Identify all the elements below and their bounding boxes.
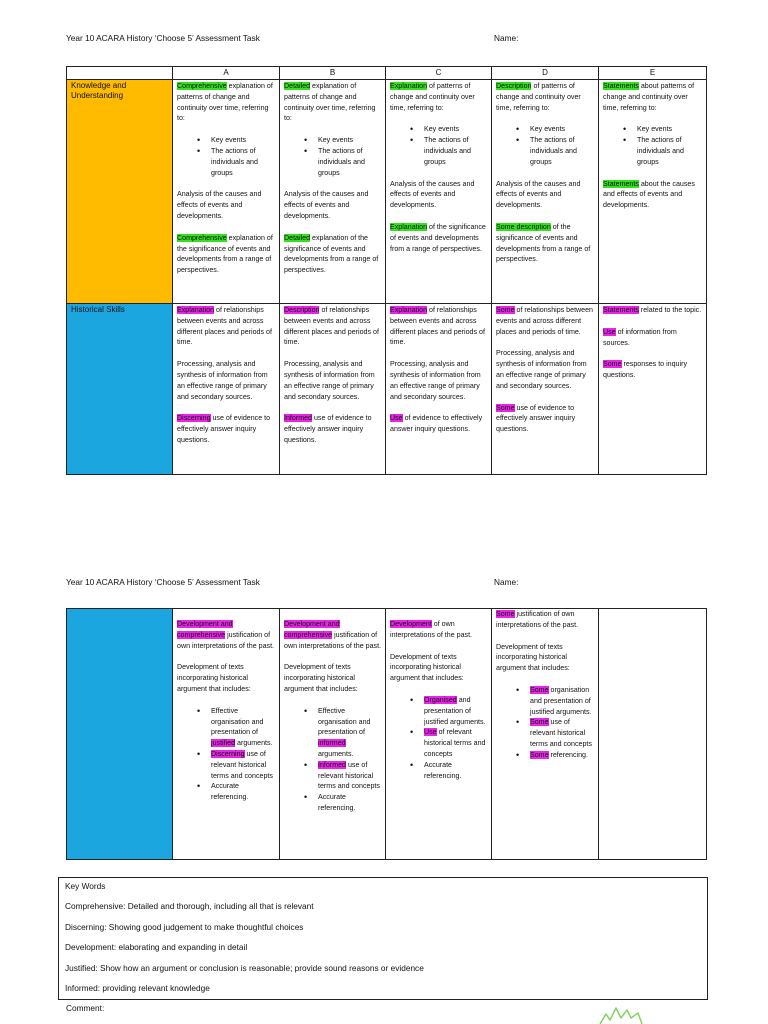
highlight-term: justified bbox=[211, 739, 236, 748]
list-item bbox=[211, 706, 275, 749]
cell-text: of own interpretations of the past. bbox=[390, 620, 473, 639]
highlight-term: Comprehensive bbox=[177, 233, 227, 242]
hs-cell-a bbox=[173, 304, 280, 475]
cell-text: use of evidence to effectively answer inquiry questions. bbox=[496, 403, 576, 434]
comment-label: Comment: bbox=[66, 1003, 105, 1013]
cell-text: Processing, analysis and synthesis of information from an effective range of primary and secondary sources. bbox=[177, 360, 268, 401]
hs-cell-c bbox=[386, 304, 492, 475]
cell-text: referencing. bbox=[548, 750, 588, 759]
highlight-term: Some bbox=[496, 610, 515, 618]
list-item: • Accurate referencing. bbox=[211, 781, 275, 803]
page-header bbox=[66, 33, 706, 47]
cell-text: of relationships between events and across different places and periods of time. bbox=[284, 306, 379, 347]
cell-text: responses to inquiry questions. bbox=[603, 360, 687, 380]
task-title: Year 10 ACARA History ‘Choose 5’ Assessment Task bbox=[66, 577, 260, 587]
column-header-row bbox=[67, 67, 707, 80]
cell-text: Development of texts incorporating historical argument that includes: bbox=[390, 652, 464, 683]
list-item bbox=[530, 750, 594, 761]
highlight-term: Development bbox=[390, 620, 432, 628]
highlight-term: Statements bbox=[603, 306, 639, 314]
cell-text: about the causes and effects of events and developments. bbox=[603, 179, 695, 210]
keyword-definition: Discerning: Showing good judgement to make thoughtful choices bbox=[65, 922, 304, 932]
cell-text: Analysis of the causes and effects of events and developments. bbox=[390, 179, 475, 210]
cell-text: explanation of the significance of events and developments from a range of perspectives. bbox=[177, 233, 273, 275]
cell-text: arguments. bbox=[235, 739, 273, 748]
kau-cell-c bbox=[386, 80, 492, 304]
cell-text: of relevant historical terms and concepts bbox=[424, 728, 486, 758]
highlight-term: Some bbox=[530, 718, 549, 727]
task-title: Year 10 ACARA History ‘Choose 5’ Assessment Task bbox=[66, 33, 260, 43]
list-item bbox=[424, 695, 487, 727]
list-item: • Key events bbox=[318, 135, 381, 146]
cell-text: explanation of patterns of change and continuity over time, referring to: bbox=[177, 82, 273, 123]
keyword-definition: Informed: providing relevant knowledge bbox=[65, 983, 210, 993]
highlight-term: Some bbox=[530, 750, 549, 759]
column-c-header: C bbox=[386, 67, 492, 80]
knowledge-row bbox=[67, 80, 707, 304]
highlight-term: Comprehensive bbox=[177, 82, 227, 90]
cell-text: organisation and presentation of justified arguments. bbox=[530, 685, 592, 716]
cell-text: of relationships between events and across different places and periods of time. bbox=[496, 306, 594, 336]
list-item bbox=[530, 685, 594, 717]
row-label-skills-continued bbox=[67, 609, 173, 860]
row-label-skills: Historical Skills bbox=[67, 304, 173, 475]
highlight-term: Detailed bbox=[284, 82, 311, 90]
cell-text: Development of texts incorporating historical argument that includes: bbox=[177, 663, 251, 693]
list-item: • Key events bbox=[530, 124, 594, 135]
skills-row-continued bbox=[67, 609, 707, 860]
hs2-cell-a bbox=[173, 609, 280, 860]
list-item: • The actions of individuals and groups bbox=[211, 146, 275, 178]
highlight-term: Statements bbox=[603, 82, 639, 90]
hs-cell-b bbox=[280, 304, 386, 475]
highlight-term: Use bbox=[390, 414, 403, 423]
cell-text: Analysis of the causes and effects of events and developments. bbox=[496, 179, 581, 210]
cell-text: Effective organisation and presentation of bbox=[211, 706, 264, 737]
school-logo-icon bbox=[596, 1006, 646, 1024]
key-words-box bbox=[58, 877, 708, 1000]
highlight-term: Informed bbox=[284, 414, 312, 423]
list-item: • Key events bbox=[424, 124, 487, 135]
cell-text: of the significance of events and developments from a range of perspectives. bbox=[496, 222, 591, 264]
highlight-term: Development and comprehensive bbox=[177, 620, 233, 639]
row-label-knowledge: Knowledge and Understanding bbox=[67, 80, 173, 304]
key-words-heading: Key Words bbox=[65, 881, 106, 891]
column-d-header: D bbox=[492, 67, 599, 80]
highlight-term: Some bbox=[603, 360, 622, 369]
kau-cell-a bbox=[173, 80, 280, 304]
cell-text: arguments. bbox=[318, 749, 354, 758]
cell-text: of the significance of events and developments from a range of perspectives. bbox=[390, 222, 486, 253]
rubric-table bbox=[66, 66, 707, 475]
highlight-term: Discerning bbox=[211, 749, 245, 758]
hs-cell-d bbox=[492, 304, 599, 475]
list-item: • Key events bbox=[637, 124, 702, 135]
keyword-definition: Comprehensive: Detailed and thorough, including all that is relevant bbox=[65, 901, 314, 911]
highlight-term: Use bbox=[603, 327, 616, 336]
cell-text: explanation of patterns of change and continuity over time, referring to: bbox=[284, 82, 376, 123]
list-item bbox=[318, 706, 381, 760]
cell-text: related to the topic. bbox=[638, 306, 702, 314]
cell-text: Analysis of the causes and effects of events and developments. bbox=[177, 190, 262, 220]
cell-text: of patterns of change and continuity over time, referring to: bbox=[496, 82, 581, 112]
list-item bbox=[211, 749, 275, 781]
highlight-term: Discerning bbox=[177, 414, 211, 423]
hs2-cell-d bbox=[492, 609, 599, 860]
cell-text: of relationships between events and across different places and periods of time. bbox=[177, 306, 272, 347]
list-item: • Accurate referencing. bbox=[424, 760, 487, 782]
highlight-term: Description bbox=[496, 82, 532, 90]
cell-text: justification of own interpretations of the past. bbox=[284, 630, 382, 650]
cell-text: about patterns of change and continuity over time, referring to: bbox=[603, 82, 695, 112]
cell-text: Development of texts incorporating historical argument that includes: bbox=[284, 663, 358, 693]
highlight-term: Statements bbox=[603, 179, 639, 188]
list-item bbox=[318, 760, 381, 792]
highlight-term: Organised bbox=[424, 695, 457, 704]
keyword-definition: Development: elaborating and expanding in detail bbox=[65, 942, 248, 952]
page-header bbox=[66, 577, 706, 591]
highlight-term: Informed bbox=[318, 760, 346, 769]
cell-text: Effective organisation and presentation of bbox=[318, 706, 371, 737]
cell-text: Processing, analysis and synthesis of information from an effective range of primary and secondary sources. bbox=[496, 349, 587, 390]
cell-text: use of relevant historical terms and concepts bbox=[318, 760, 380, 791]
cell-text: use of evidence to effectively answer inquiry questions. bbox=[284, 414, 372, 444]
cell-text: use of relevant historical terms and concepts bbox=[211, 749, 273, 780]
list-item: • Accurate referencing. bbox=[318, 792, 381, 814]
highlight-term: informed bbox=[318, 739, 346, 748]
list-item: • The actions of individuals and groups bbox=[530, 135, 594, 167]
highlight-term: Some bbox=[530, 685, 549, 694]
cell-text: Processing, analysis and synthesis of information from an effective range of primary and secondary sources. bbox=[284, 360, 375, 401]
cell-text: of information from sources. bbox=[603, 327, 677, 347]
column-e-header: E bbox=[599, 67, 707, 80]
hs2-cell-b bbox=[280, 609, 386, 860]
hs2-cell-c bbox=[386, 609, 492, 860]
cell-text: use of evidence to effectively answer inquiry questions. bbox=[177, 414, 271, 444]
skills-row bbox=[67, 304, 707, 475]
kau-cell-d bbox=[492, 80, 599, 304]
highlight-term: Explanation bbox=[390, 306, 428, 314]
rubric-table-continued bbox=[66, 608, 707, 860]
highlight-term: Explanation bbox=[390, 82, 428, 90]
highlight-term: Some description bbox=[496, 222, 551, 231]
highlight-term: Use bbox=[424, 728, 437, 737]
cell-text: use of relevant historical terms and concepts bbox=[530, 718, 592, 748]
highlight-term: Some bbox=[496, 306, 515, 314]
kau-cell-b bbox=[280, 80, 386, 304]
highlight-term: Development and comprehensive bbox=[284, 620, 340, 639]
column-b-header: B bbox=[280, 67, 386, 80]
cell-text: and presentation of justified arguments. bbox=[424, 695, 486, 726]
cell-text: justification of own interpretations of the past. bbox=[496, 610, 579, 629]
list-item bbox=[530, 717, 594, 749]
hs-cell-e bbox=[599, 304, 707, 475]
name-label: Name: bbox=[494, 33, 519, 43]
kau-cell-e bbox=[599, 80, 707, 304]
list-item bbox=[424, 727, 487, 759]
cell-text: Processing, analysis and synthesis of information from an effective range of primary and secondary sources. bbox=[390, 360, 481, 401]
name-label: Name: bbox=[494, 577, 519, 587]
highlight-term: Explanation bbox=[390, 222, 428, 231]
cell-text: of relationships between events and across different places and periods of time. bbox=[390, 306, 485, 347]
keyword-definition: Justified: Show how an argument or conclusion is reasonable; provide sound reasons or evidence bbox=[65, 963, 424, 973]
list-item: • The actions of individuals and groups bbox=[318, 146, 381, 178]
list-item: • The actions of individuals and groups bbox=[637, 135, 702, 167]
cell-text: Development of texts incorporating historical argument that includes: bbox=[496, 642, 570, 673]
cell-text: justification of own interpretations of the past. bbox=[177, 630, 275, 650]
cell-text: of patterns of change and continuity over time, referring to: bbox=[390, 82, 475, 112]
highlight-term: Description bbox=[284, 306, 320, 314]
cell-text: explanation of the significance of events and developments from a range of perspectives. bbox=[284, 233, 379, 275]
list-item: • The actions of individuals and groups bbox=[424, 135, 487, 167]
highlight-term: Some bbox=[496, 403, 515, 412]
column-a-header: A bbox=[173, 67, 280, 80]
list-item: • Key events bbox=[211, 135, 275, 146]
cell-text: Analysis of the causes and effects of events and developments. bbox=[284, 190, 369, 220]
highlight-term: Detailed bbox=[284, 233, 311, 242]
hs2-cell-e bbox=[599, 609, 707, 860]
corner-cell bbox=[67, 67, 173, 80]
cell-text: of evidence to effectively answer inquiry questions. bbox=[390, 414, 483, 434]
highlight-term: Explanation bbox=[177, 306, 215, 314]
